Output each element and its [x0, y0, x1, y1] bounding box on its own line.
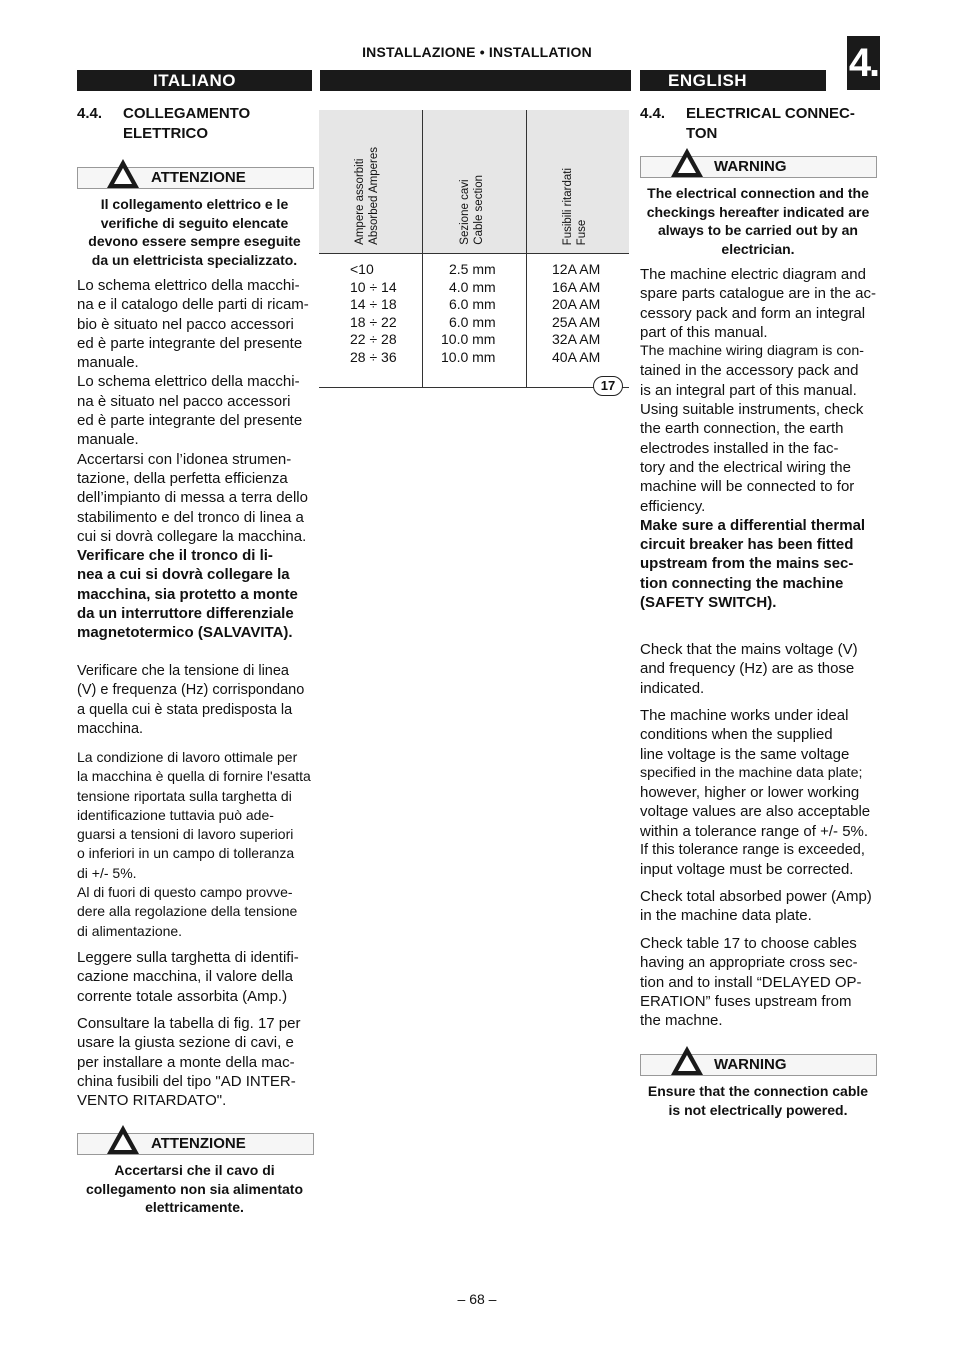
- section-column: [441, 261, 496, 366]
- table-cell: 6.0 mm: [449, 313, 496, 330]
- paragraph-line: the machne.: [640, 1012, 723, 1030]
- page-header: INSTALLAZIONE • INSTALLATION: [362, 44, 592, 60]
- warning-label: WARNING: [714, 1056, 787, 1073]
- english-body-4: [640, 887, 877, 926]
- table-cell: 32A AM: [552, 331, 601, 347]
- paragraph-line: Verificare che il tronco di li-: [77, 547, 273, 565]
- header-line: Absorbed Amperes: [368, 147, 380, 245]
- warning-text-line: The electrical connection and the: [647, 185, 869, 201]
- paragraph-line: stabilimento e del tronco di linea a: [77, 508, 304, 526]
- paragraph-line: Al di fuori di questo campo provve-: [77, 884, 293, 901]
- paragraph-line: corrente totale assorbita (Amp.): [77, 987, 288, 1005]
- table-cell: 10.0 mm: [441, 348, 496, 365]
- paragraph-line: Check that the mains voltage (V): [640, 641, 858, 658]
- paragraph-line: o inferiori in un campo di tolleranza: [77, 845, 295, 862]
- paragraph-line: ERATION” fuses upstream from: [640, 992, 852, 1010]
- table-cell: 12A AM: [552, 261, 601, 277]
- paragraph-line: efficiency.: [640, 497, 706, 515]
- table-bottom-border: [319, 387, 629, 388]
- paragraph-line: ed è parte integrante del presente: [77, 334, 303, 352]
- section-title-line: COLLEGAMENTO: [123, 105, 251, 122]
- paragraph-line: (SAFETY SWITCH).: [640, 594, 777, 612]
- paragraph-line: tion and to install “DELAYED OP-: [640, 973, 862, 991]
- header-line: Fuse: [576, 219, 588, 245]
- warning-triangle-icon: [670, 147, 704, 179]
- table-cell: 25A AM: [552, 313, 601, 330]
- paragraph-line: part of this manual.: [640, 323, 768, 341]
- paragraph-line: guarsi a tensioni di lavoro superiori: [77, 826, 294, 843]
- warning-text-line: elettricamente.: [145, 1199, 244, 1215]
- paragraph-line: nea a cui si dovrà collegare la: [77, 566, 290, 584]
- paragraph-line: Accertarsi con l’idonea strumen-: [77, 450, 292, 468]
- paragraph-line: Leggere sulla targhetta di identifi-: [77, 949, 299, 966]
- amperes-column: [350, 261, 397, 366]
- italian-body-4: [77, 948, 311, 1006]
- section-title-line: ELECTRICAL CONNEC-: [686, 105, 855, 122]
- header-line: Ampere assorbiti: [354, 158, 366, 245]
- paragraph-line: Check total absorbed power (Amp): [640, 888, 872, 905]
- english-warning-2-text: [640, 1082, 876, 1119]
- paragraph-line: Make sure a differential thermal: [640, 516, 866, 534]
- paragraph-line: however, higher or lower working: [640, 784, 860, 802]
- warning-text-line: always to be carried out by an: [658, 222, 858, 238]
- paragraph-line: tion connecting the machine: [640, 574, 844, 592]
- header-line: Fusibili ritardati: [562, 167, 574, 245]
- english-warning-1-text: [640, 184, 876, 258]
- header-section: [458, 175, 486, 245]
- table-cell: <10: [350, 261, 374, 277]
- paragraph-line: ed è parte integrante del presente: [77, 412, 303, 430]
- paragraph-line: circuit breaker has been fitted: [640, 536, 854, 554]
- table-cell: 10.0 mm: [441, 331, 496, 347]
- paragraph-line: the earth connection, the earth: [640, 420, 844, 438]
- paragraph-line: di +/- 5%.: [77, 864, 137, 881]
- section-number: 4.4.: [77, 105, 103, 122]
- paragraph-line: macchina.: [77, 720, 144, 737]
- warning-triangle-icon: [106, 1124, 140, 1156]
- electrical-table: [319, 110, 629, 388]
- table-cell: 2.5 mm: [449, 261, 496, 277]
- paragraph-line: cazione macchina, il valore della: [77, 968, 293, 986]
- english-body-5: [640, 934, 877, 1030]
- paragraph-line: Lo schema elettrico della macchi-: [77, 277, 300, 294]
- page-number: – 68 –: [457, 1291, 497, 1307]
- paragraph-line: bio è situato nel pacco accessori: [77, 315, 294, 333]
- paragraph-line: per installare a monte della mac-: [77, 1053, 295, 1071]
- paragraph-line: and frequency (Hz) are as those: [640, 660, 855, 678]
- paragraph-line: If this tolerance range is exceeded,: [640, 842, 865, 859]
- paragraph-line: Lo schema elettrico della macchi-: [77, 373, 300, 391]
- italian-warning-2-text: [77, 1161, 312, 1217]
- italian-body-1: [77, 276, 311, 643]
- section-title-line: ELETTRICO: [123, 125, 208, 142]
- paragraph-line: macchina, sia protetto a monte: [77, 585, 298, 603]
- paragraph-line: Consultare la tabella di fig. 17 per: [77, 1015, 301, 1032]
- warning-text-line: verifiche di seguito elencate: [100, 214, 289, 231]
- table-cell: 16A AM: [552, 278, 601, 295]
- paragraph-line: voltage values are also acceptable: [640, 803, 871, 821]
- paragraph-line: manuale.: [77, 431, 139, 449]
- paragraph-line: indicated.: [640, 679, 705, 697]
- english-warning-2: [640, 1054, 877, 1076]
- english-body-3: [640, 706, 877, 880]
- warning-text-line: da un elettricista specializzato.: [91, 251, 298, 268]
- paragraph-line: Verificare che la tensione di linea: [77, 663, 289, 679]
- table-cell: 10 ÷ 14: [350, 278, 397, 295]
- table-cell: 28 ÷ 36: [350, 348, 397, 365]
- warning-text-line: devono essere sempre eseguite: [88, 233, 301, 249]
- paragraph-line: tory and the electrical wiring the: [640, 458, 851, 476]
- paragraph-line: spare parts catalogue are in the ac-: [640, 285, 876, 303]
- paragraph-line: dell’impianto di messa a terra dello: [77, 489, 308, 507]
- column-divider: [422, 110, 423, 387]
- paragraph-line: input voltage must be corrected.: [640, 861, 854, 879]
- paragraph-line: na e il catalogo delle parti di ricam-: [77, 296, 309, 314]
- fuse-column: [552, 261, 600, 366]
- paragraph-line: tazione, della perfetta efficienza: [77, 469, 288, 487]
- table-cell: 4.0 mm: [449, 278, 496, 295]
- english-bar: ENGLISH: [640, 70, 826, 91]
- paragraph-line: is an integral part of this manual.: [640, 381, 857, 399]
- italian-body-3: [77, 748, 311, 941]
- warning-label: ATTENZIONE: [151, 169, 246, 186]
- chapter-number: 4.: [847, 36, 880, 90]
- table-cell: 18 ÷ 22: [350, 313, 397, 330]
- warning-text-line: checkings hereafter indicated are: [646, 203, 870, 220]
- header-line: Cable section: [473, 175, 485, 245]
- paragraph-line: having an appropriate cross sec-: [640, 954, 858, 972]
- section-number: 4.4.: [640, 105, 666, 122]
- warning-label: WARNING: [714, 158, 787, 175]
- italian-warning-2: [77, 1133, 314, 1155]
- italian-body-5: [77, 1014, 311, 1110]
- paragraph-line: line voltage is the same voltage: [640, 745, 850, 763]
- paragraph-line: cui si dovrà collegare la macchina.: [77, 527, 307, 545]
- header-fuse: [561, 168, 589, 245]
- header-divider: [319, 253, 629, 254]
- paragraph-line: tained in the accessory pack and: [640, 362, 859, 380]
- paragraph-line: cessory pack and form an integral: [640, 304, 866, 322]
- paragraph-line: la macchina è quella di fornire l'esatta: [77, 768, 311, 785]
- paragraph-line: (V) e frequenza (Hz) corrispondano: [77, 682, 305, 699]
- paragraph-line: upstream from the mains sec-: [640, 555, 854, 573]
- paragraph-line: di alimentazione.: [77, 922, 183, 939]
- paragraph-line: The machine electric diagram and: [640, 266, 866, 283]
- warning-text-line: is not electrically powered.: [668, 1101, 848, 1118]
- warning-text-line: electrician.: [721, 240, 795, 257]
- english-body-1: [640, 265, 877, 612]
- header-line: Sezione cavi: [459, 179, 471, 245]
- paragraph-line: dere alla regolazione della tensione: [77, 903, 298, 920]
- paragraph-line: Check table 17 to choose cables: [640, 935, 857, 952]
- warning-text-line: collegamento non sia alimentato: [85, 1180, 304, 1197]
- paragraph-line: within a tolerance range of +/- 5%.: [640, 822, 869, 840]
- warning-text-line: Accertarsi che il cavo di: [114, 1162, 275, 1178]
- italian-warning-1-text: [77, 195, 312, 269]
- paragraph-line: The machine works under ideal: [640, 707, 849, 724]
- column-divider: [526, 110, 527, 387]
- english-body-2: [640, 640, 877, 698]
- header-amperes: [353, 147, 381, 245]
- warning-label: ATTENZIONE: [151, 1135, 246, 1152]
- paragraph-line: La condizione di lavoro ottimale per: [77, 749, 298, 765]
- paragraph-line: identificazione tuttavia può ade-: [77, 806, 274, 823]
- italian-section-heading: [77, 104, 313, 144]
- english-section-heading: [640, 104, 876, 144]
- paragraph-line: VENTO RITARDATO".: [77, 1092, 227, 1110]
- figure-number-badge: 17: [593, 376, 623, 396]
- paragraph-line: Using suitable instruments, check: [640, 401, 864, 419]
- paragraph-line: usare la giusta sezione di cavi, e: [77, 1034, 294, 1052]
- section-title-line: TON: [686, 125, 718, 142]
- paragraph-line: na è situato nel pacco accessori: [77, 392, 291, 410]
- table-cell: 14 ÷ 18: [350, 296, 397, 312]
- paragraph-line: manuale.: [77, 354, 139, 372]
- paragraph-line: conditions when the supplied: [640, 726, 833, 744]
- italian-bar: ITALIANO: [77, 70, 312, 91]
- warning-triangle-icon: [106, 158, 140, 190]
- paragraph-line: The machine wiring diagram is con-: [640, 343, 864, 360]
- paragraph-line: tensione riportata sulla targhetta di: [77, 787, 292, 804]
- italian-body-2: [77, 662, 311, 739]
- table-cell: 22 ÷ 28: [350, 331, 397, 347]
- paragraph-line: electrodes installed in the fac-: [640, 439, 839, 457]
- paragraph-line: a quella cui è stata predisposta la: [77, 701, 293, 718]
- table-cell: 20A AM: [552, 296, 601, 312]
- table-cell: 40A AM: [552, 348, 601, 365]
- paragraph-line: da un interruttore differenziale: [77, 605, 294, 623]
- paragraph-line: specified in the machine data plate;: [640, 764, 863, 781]
- italian-warning-1: [77, 167, 314, 189]
- paragraph-line: in the machine data plate.: [640, 907, 812, 925]
- paragraph-line: machine will be connected to for: [640, 478, 855, 496]
- warning-text-line: Ensure that the connection cable: [647, 1083, 869, 1099]
- warning-triangle-icon: [670, 1045, 704, 1077]
- middle-bar: [320, 70, 631, 91]
- table-header: [319, 110, 629, 253]
- paragraph-line: china fusibili del tipo "AD INTER-: [77, 1072, 296, 1090]
- warning-text-line: Il collegamento elettrico e le: [100, 196, 289, 212]
- table-cell: 6.0 mm: [449, 296, 496, 312]
- paragraph-line: magnetotermico (SALVAVITA).: [77, 624, 293, 642]
- english-warning-1: [640, 156, 877, 178]
